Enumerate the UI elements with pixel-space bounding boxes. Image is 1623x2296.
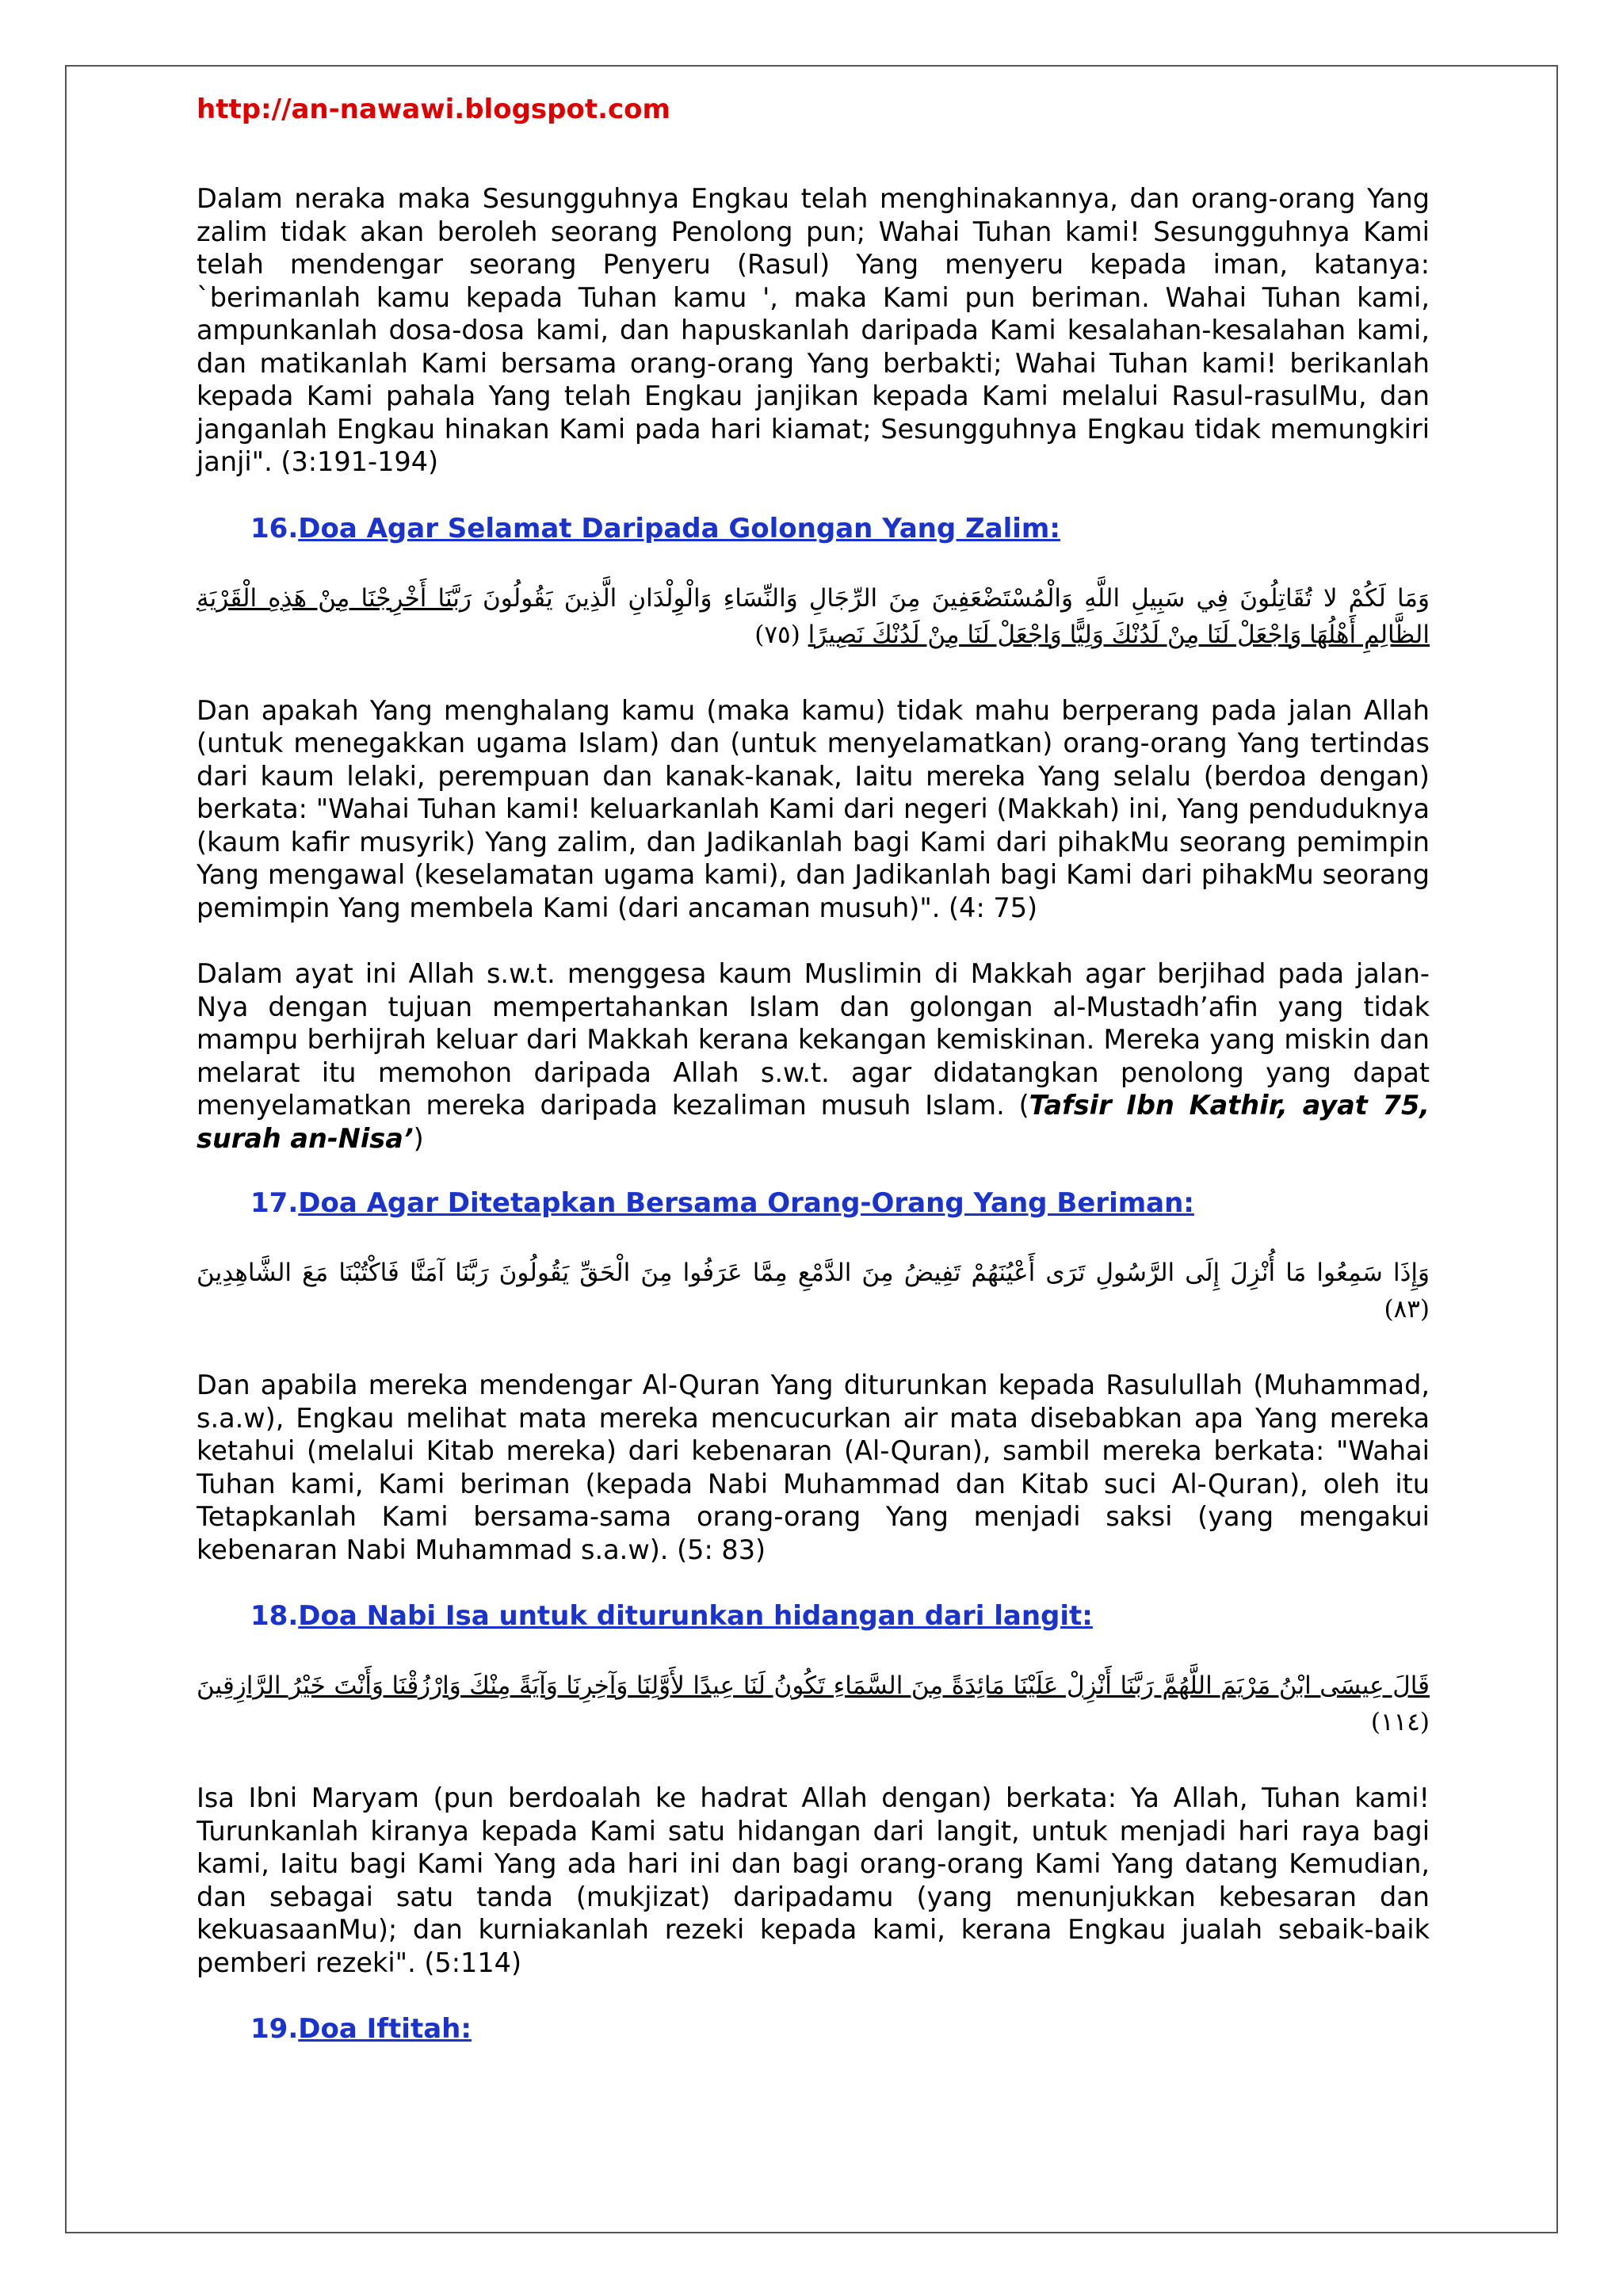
arabic-text-underlined: رَبَّنَا أَخْرِجْنَا مِنْ هَذِهِ الْقَرْيَةِ الظَّالِمِ أَهْلُهَا وَاجْعَلْ لَنَا مِنْ لَدُنْكَ وَلِيًّا وَاجْعَلْ لَنَا مِنْ لَدُنْكَ نَصِيرًا [197, 583, 1430, 649]
intro-paragraph: Dalam neraka maka Sesungguhnya Engkau telah menghinakannya, dan orang-orang Yang zalim tidak akan beroleh seorang Penolong pun; Wahai Tuhan kami! Sesungguhnya Kami telah mendengar seorang Penyeru (Rasul) Yang menyeru kepada iman, katanya: `berimanlah kamu kepada Tuhan kamu ', maka Kami pun beriman. Wahai Tuhan kami, ampunkanlah dosa-dosa kami, dan hapuskanlah daripada Kami kesalahan-kesalahan kami, dan matikanlah Kami bersama orang-orang Yang berbakti; Wahai Tuhan kami! berikanlah kepada Kami pahala Yang telah Engkau janjikan kepada Kami melalui Rasul-rasulMu, dan janganlah Engkau hinakan Kami pada hari kiamat; Sesungguhnya Engkau tidak memungkiri janji". (3:191-194) [197, 183, 1430, 477]
arabic-text: وَإِذَا سَمِعُوا مَا أُنْزِلَ إِلَى الرَّسُولِ تَرَى أَعْيُنَهُمْ تَفِيضُ مِنَ الدَّمْعِ مِمَّا عَرَفُوا مِنَ الْحَقِّ يَقُولُونَ رَبَّنَا آمَنَّا فَاكْتُبْنَا مَعَ الشَّاهِدِينَ (٨٣) [197, 1259, 1430, 1324]
section-16-arabic-verse [197, 580, 1430, 653]
section-number: 17. [250, 1187, 299, 1219]
blog-url: http://an-nawawi.blogspot.com [197, 94, 670, 125]
section-17-arabic-verse [197, 1255, 1430, 1328]
commentary-text: Dalam ayat ini Allah s.w.t. menggesa kaum Muslimin di Makkah agar berjihad pada jalan-Nya dengan tujuan mempertahankan Islam dan golongan al-Mustadh’afin yang tidak mampu berhijrah keluar dari Makkah kerana kekangan kemiskinan. Mereka yang miskin dan melarat itu memohon daripada Allah s.w.t. agar didatangkan penolong yang dapat menyelamatkan mereka daripada kezaliman musuh Islam. ( [197, 958, 1430, 1121]
section-18-arabic-verse [197, 1668, 1430, 1740]
document-body [197, 94, 1430, 2080]
section-17-link[interactable]: Doa Agar Ditetapkan Bersama Orang-Orang Yang Beriman: [298, 1187, 1194, 1219]
section-16-commentary [197, 957, 1430, 1155]
section-19-link[interactable]: Doa Iftitah: [298, 2013, 472, 2045]
section-17-translation: Dan apabila mereka mendengar Al-Quran Yang diturunkan kepada Rasulullah (Muhammad, s.a.w), Engkau melihat mata mereka mencucurkan air mata disebabkan apa Yang mereka ketahui (melalui Kitab mereka) dari kebenaran (Al-Quran), sambil mereka berkata: "Wahai Tuhan kami, Kami beriman (kepada Nabi Muhammad dan Kitab suci Al-Quran), oleh itu Tetapkanlah Kami bersama-sama orang-orang Yang menjadi saksi (yang mengakui kebenaran Nabi Muhammad s.a.w). (5: 83) [197, 1370, 1430, 1565]
section-18-translation: Isa Ibni Maryam (pun berdoalah ke hadrat Allah dengan) berkata: Ya Allah, Tuhan kami! Turunkanlah kiranya kepada Kami satu hidangan dari langit, untuk menjadi hari raya bagi kami, Iaitu bagi Kami Yang ada hari ini dan bagi orang-orang Kami Yang datang Kemudian, dan sebagai satu tanda (mukjizat) daripadamu (yang menunjukkan kebesaran dan kekuasaanMu); dan kurniakanlah rezeki kepada kami, kerana Engkau jualah sebaik-baik pemberi rezeki". (5:114) [197, 1782, 1430, 1978]
verse-number: (١١٤) [1370, 1708, 1430, 1736]
arabic-text: وَمَا لَكُمْ لا تُقَاتِلُونَ فِي سَبِيلِ اللَّهِ وَالْمُسْتَضْعَفِينَ مِنَ الرِّجَالِ وَالنِّسَاءِ وَالْوِلْدَانِ الَّذِينَ يَقُولُونَ [471, 583, 1430, 613]
section-number: 16. [250, 512, 299, 544]
section-16-link[interactable]: Doa Agar Selamat Daripada Golongan Yang Zalim: [298, 512, 1060, 544]
section-17-heading [250, 1186, 1430, 1220]
section-number: 18. [250, 1600, 299, 1632]
section-number: 19. [250, 2013, 299, 2045]
section-19-heading [250, 2012, 1430, 2046]
section-18-heading [250, 1599, 1430, 1633]
verse-number: (٧٥) [754, 620, 808, 649]
section-16-translation: Dan apakah Yang menghalang kamu (maka kamu) tidak mahu berperang pada jalan Allah (untuk menegakkan ugama Islam) dan (untuk menyelamatkan) orang-orang Yang tertindas dari kaum lelaki, perempuan dan kanak-kanak, Iaitu mereka Yang selalu (berdoa dengan) berkata: "Wahai Tuhan kami! keluarkanlah Kami dari negeri (Makkah) ini, Yang penduduknya (kaum kafir musyrik) Yang zalim, dan Jadikanlah bagi Kami dari pihakMu seorang pemimpin Yang mengawal (keselamatan ugama kami), dan Jadikanlah bagi Kami dari pihakMu seorang pemimpin Yang membela Kami (dari ancaman musuh)". (4: 75) [197, 694, 1430, 923]
commentary-close: ) [413, 1122, 424, 1154]
section-18-link[interactable]: Doa Nabi Isa untuk diturunkan hidangan dari langit: [298, 1600, 1093, 1632]
commentary-source: Tafsir Ibn Kathir, ayat 75, surah an-Nisa’ [197, 1090, 1430, 1154]
section-16-heading [250, 512, 1430, 545]
arabic-text-underlined: قَالَ عِيسَى ابْنُ مَرْيَمَ اللَّهُمَّ رَبَّنَا أَنْزِلْ عَلَيْنَا مَائِدَةً مِنَ السَّمَاءِ تَكُونُ لَنَا عِيدًا لأَوَّلِنَا وَآخِرِنَا وَآيَةً مِنْكَ وَارْزُقْنَا وَأَنْتَ خَيْرُ الرَّازِقِينَ [197, 1671, 1430, 1700]
